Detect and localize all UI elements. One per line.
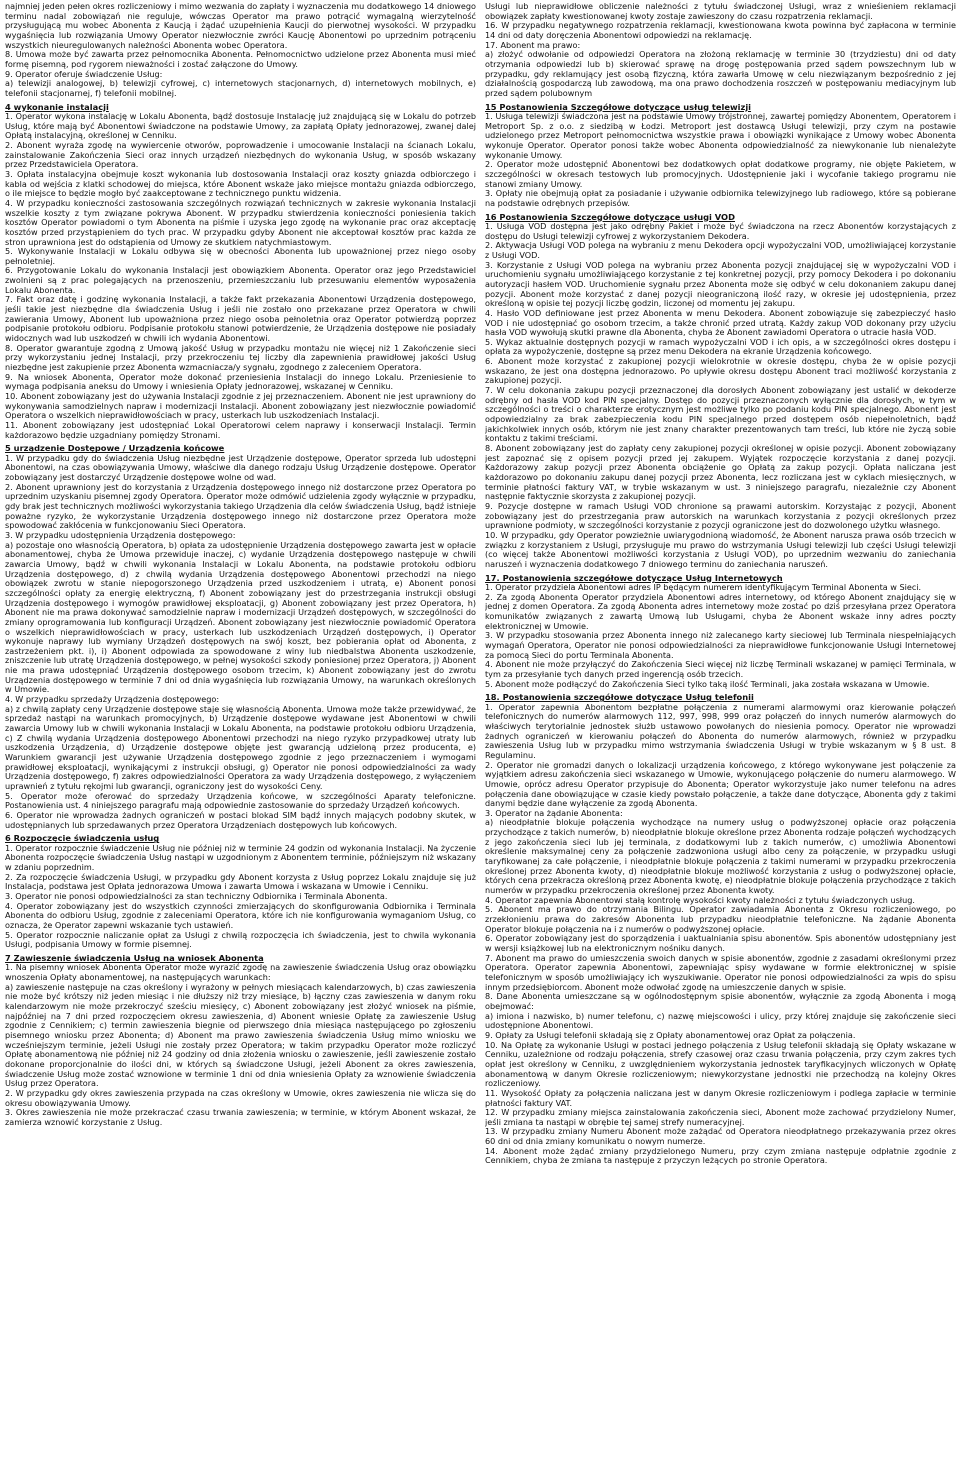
section-heading: 18. Postanowienia szczegółowe dotyczące Usług telefonii xyxy=(485,692,754,703)
paragraph: 14. Abonent może żądać zmiany przydzielonego Numeru, przy czym zmiana następuje odpłatnie zgodnie z Cennikiem, chyba że zmiana ta następuje z przyczyn leżących po stronie Operatora. xyxy=(485,1145,956,1166)
paragraph: a) imiona i nazwisko, b) numer telefonu, c) nazwę miejscowości i ulicy, przy której znajduje się zakończenie sieci udostępnione Abonentowi. xyxy=(485,1010,956,1031)
paragraph: 5. Abonent może podłączyć do Zakończenia Sieci tylko taką ilość Terminali, jaka została wskazana w Umowie. xyxy=(485,678,930,689)
paragraph: 11. Wysokość Opłaty za połączenia naliczana jest w danym Okresie rozliczeniowym i podlega zapłacie w terminie płatności faktury VAT. xyxy=(485,1087,956,1108)
paragraph: a) telewizji analogowej, b) telewizji cyfrowej, c) internetowych stacjonarnych, d) internetowych mobilnych, e) telefonii stacjonarnej, f) telefonii mobilnej. xyxy=(5,78,476,98)
paragraph: a) złożyć odwołanie od odpowiedzi Operatora na złożoną reklamację w terminie 30 (trzydziestu) dni od daty otrzymania odpowiedzi lub b) skierować sprawę na drogę postępowania przed sądem powszechnym lub w przypadku, gdy reklamujący jest osobą fizyczną, która zawarła Umowę w celu niezwiązanym bezpośrednio z jej działalnością gospodarczą lub zawodową, ma ona prawo dochodzenia roszczeń w postępowaniu mediacyjnym lub przed sądem polubownym xyxy=(485,49,956,98)
paragraph: 9. Operator oferuje świadczenie Usług: xyxy=(5,68,163,79)
paragraph: 1. Usługa VOD dostępna jest jako odrębny Pakiet i może być świadczona na rzecz Abonentów korzystających z dostępu do Usługi telewizji cyfrowej z wykorzystaniem Dekodera. xyxy=(485,220,956,241)
paragraph: 4. Operator zobowiązany jest do wszystkich czynności zmierzających do skonfigurowania Odbiornika i Terminala Abonenta do odbioru Usług, zgodnie z zaleceniami Operatora, które ich nie konfigurowania wymaganiom Usług, co oznacza, że Operator zapewni wskazanie tych ustawień. xyxy=(5,900,476,930)
paragraph: 12. W przypadku zmiany miejsca zainstalowania zakończenia sieci, Abonent może zachować przydzielony Numer, jeśli zmiana ta nastąpi w obrębie tej samej strefy numeracyjnej. xyxy=(485,1107,956,1127)
paragraph: 2. W przypadku gdy okres zawieszenia przypada na czas określony w Umowie, okres zawieszenia nie wlicza się do okresu obowiązywania Umowy. xyxy=(5,1087,476,1108)
paragraph: 5. Abonent ma prawo do otrzymania Bilingu. Operator zawiadamia Abonenta z Okresu rozliczeniowego, po zrzekłonieniu prawa do zakresów Abonenta lub przypadku nieodpłatnie telefoniczne. Na żądanie Abonenta Operator blokuje połączenia na i z numerów o podwyższonej opłacie. xyxy=(485,904,956,934)
section-heading: 17. Postanowienia szczegółowe dotyczące Usług Internetowych xyxy=(485,572,783,583)
section-heading: 5 urządzenie Dostępowe / Urządzenia końcowe xyxy=(5,443,225,454)
paragraph: 2. Abonent uprawniony jest do korzystania z Urządzenia dostępowego innego niż dostarczone przez Operatora po uprzednim uzyskaniu pisemnej zgody Operatora. Operator może odmówić udzielenia zgody wyłącznie w przypadku, gdy brak jest technicznych możliwości wykorzystania takiego Urządzenia dla celów świadczenia Usług, bądź istnieje poważne ryzyko, że wykorzystanie Urządzenia dostępowego innego niż dostarczone przez Operatora może spowodować zakłócenia w funkcjonowaniu Sieci Operatora. xyxy=(5,481,476,531)
paragraph: 1. Operator rozpocznie świadczenie Usług nie później niż w terminie 24 godzin od wykonania Instalacji. Na życzenie Abonenta rozpoczęcie świadczenia Usług nastąpi w uzgodnionym z Abonentem terminie, późniejszym niż wskazany w zdaniu poprzednim. xyxy=(5,842,476,872)
paragraph: a) pozostaje ono własnością Operatora, b) opłata za udostępnienie Urządzenia dostępowego zawarta jest w opłacie abonamentowej, chyba że Umowa przewiduje inaczej, c) wydanie Urządzenia dostępowego następuje w chwili zawarcia Umowy, bądź w chwili wykonania Instalacji w Lokalu Abonenta, na podstawie protokołu odbioru Urządzenia dostępowego, d) z chwilą wydania Urządzenia dostępowego Abonentowi przechodzi na niego obowiązek zwrotu w stanie niepogorszonego Urządzenia przed uszkodzeniem i utratą, e) Abonent ponosi szczególności opłaty za energię elektryczną, f) Abonent zobowiązany jest do przestrzegania instrukcji obsługi Urządzenia dostępowego i wymogów prawidłowej eksploatacji, g) Abonent zobowiązany jest przez Operatora, h) Abonent nie ma prawa dokonywać samodzielnie napraw i modernizacji Urządzeń dostępowych, w szczególności do zmiany oprogramowania lub konfiguracji Urządzeń. Abonent zobowiązany jest niezwłocznie powiadomić Operatora o wszelkich nieprawidłowościach w pracy, usterkach lub uszkodzeniach Urządzeń dostępowych, i) Operator wykonuje naprawy lub wymiany Urządzeń dostępowych na swój koszt, bez pobierania opłat od Abonenta, z zastrzeżeniem pkt. i), i) Abonent odpowiada za spowodowane z winy lub niedbalstwa Abonenta uszkodzenie, zniszczenie lub utratę Urządzenia dostępowego, w pełnej wysokości szkody poniesionej przez Operatora, j) Abonent nie ma prawa udostępniać Urządzenia dostępowego osobom trzecim, k) Abonent zobowiązany jest do zwrotu Urządzenia dostępowego w terminie 7 dni od dnia wygaśnięcia lub rozwiązania Umowy, na warunkach określonych w Umowie. xyxy=(5,539,476,695)
paragraph: 1. Operator przydziela Abonentowi adres IP będącym numerem identyfikującym Terminal Abonenta w Sieci. xyxy=(485,581,922,592)
paragraph: 1. Operator wykona instalację w Lokalu Abonenta, bądź dostosuje Instalację już znajdującą się w Lokalu do potrzeb Usług, które mają być Abonentowi świadczone na podstawie Umowy, za zapłatą Opłaty jednorazowej, zwanej dalej Opłatą instalacyjną, określonej w Cenniku. xyxy=(5,110,476,141)
paragraph: 8. Operator gwarantuje zgodną z Umową jakość Usług w przypadku montażu nie więcej niż 1 Zakończenie sieci przy wykorzystaniu jednej Instalacji, przy przekroczeniu tej liczby dla zapewnienia prawidłowej jakości Usług niezbędne jest zakupienie przez Abonenta wzmacniacza/y sygnału, zgodnego z zaleceniem Operatora. xyxy=(5,342,476,373)
paragraph: 3. Opłata instalacyjna obejmuje koszt wykonania lub dostosowania Instalacji oraz koszty gniazda odbiorczego i kabla od wejścia z klatki schodowej do miejsca, które Abonent wskaże jako miejsce montażu gniazda odbiorczego, o ile miejsce to będzie mogło być zaakceptowane z technicznego punktu widzenia. xyxy=(5,168,476,199)
paragraph: a) nieodpłatnie blokuje połączenia wychodzące na numery usług o podwyższonej opłacie oraz połączenia przychodzące z takich numerów, b) nieodpłatnie blokuje określone przez Abonenta rodzaje połączeń wychodzących z jego zakończenia sieci lub jej terminala, z dodatkowymi lub z takich numerów, c) umożliwia Abonentowi określenie maksymalnej ceny za połączenie zadzwoniona usługi albo ceny za połączenie, w przypadku usługi taryfikowanej za całe połączenie, i nieodpłatnie blokuje połączenia z takimi numerami w przypadku przekroczenia określonej przez Abonenta kwoty, d) nieodpłatnie blokuje możliwość korzystania z usług o podwyższonej opłacie, których cena przekracza określoną przez Abonenta kwotę, e) nieodpłatnie blokuje połączenia przychodzące z takich numerów w przypadku przekroczenia określonej przez Abonenta kwoty. xyxy=(485,817,956,896)
paragraph: 3. W przypadku stosowania przez Abonenta innego niż zalecanego karty sieciowej lub Terminala niespełniających wymagań Operatora, Operator nie ponosi odpowiedzialności za nieprawidłowe funkcjonowanie Usługi Internetowej za pomocą Sieci do portu Terminala Abonenta. xyxy=(485,630,956,660)
paragraph: 1. Operator zapewnia Abonentom bezpłatne połączenia z numerami alarmowymi oraz kierowanie połączeń telefonicznych do numerów alarmowych 112, 997, 998, 999 oraz połączeń do innych numerów alarmowych do właściwych terytorialnie jednostek służb ustawowo powołanych do niesienia pomocy. Operator nie wprowadzi żadnych ograniczeń w kierowaniu połączeń do Abonenta do numerów alarmowych, również w przypadku zawieszenia Usług lub w przypadku mimo wstrzymania świadczenia Usługi w trybie wskazanym w § 8 ust. 8 Regulaminu. xyxy=(485,701,956,760)
paragraph: 3. Opłaty nie obejmują opłat za posiadanie i używanie odbiornika telewizyjnego lub radiowego, które są pobierane na podstawie odrębnych przepisów. xyxy=(485,188,956,208)
section-heading: 16 Postanowienia Szczegółowe dotyczące usługi VOD xyxy=(485,211,735,222)
paragraph: 6. Operator nie wprowadza żadnych ograniczeń w postaci blokad SIM bądź innych mających podobny skutek, w udostępnianych lub sprzedawanych przez Operatora Urządzeniach dostępowych lub końcowych. xyxy=(5,809,476,830)
paragraph: 5. Wykaz aktualnie dostępnych pozycji w ramach wypożyczalni VOD i ich opis, a w szczególności okres dostępu i opłata za wypożyczenie, dostępne są przez menu Dekodera na ekranie Urządzenia końcowego. xyxy=(485,336,956,357)
paragraph: 4. W przypadku konieczności zastosowania szczególnych rozwiązań technicznych w zakresie wykonania Instalacji wszelkie koszty z tym związane pokrywa Abonent. W przypadku stwierdzenia konieczności poniesienia takich kosztów Operator powiadomi o tym Abonenta na piśmie i uzyska jego zgodę na wykonanie prac oraz akceptację kosztów przed przystąpieniem do tych prac. W przypadku gdyby Abonent nie akceptował kosztów prac każda ze stron uprawniona jest do odstąpienia od Umowy ze skutkiem natychmiastowym. xyxy=(5,197,476,247)
paragraph: 13. W przypadku zmiany Numeru Abonent może zażądać od Operatora nieodpłatnego przekazywania przez okres 60 dni od dnia zmiany komunikatu o nowym numerze. xyxy=(485,1126,956,1147)
paragraph: 10. Abonent zobowiązany jest do używania Instalacji zgodnie z jej przeznaczeniem. Abonent nie jest uprawniony do wykonywania samodzielnych napraw i modernizacji Instalacji. Abonent zobowiązany jest niezwłocznie powiadomić Operatora o wszelkich nieprawidłowościach w pracy, usterkach lub uszkodzeniach Instalacji. xyxy=(5,391,476,421)
paragraph: 2. Aktywacja Usługi VOD polega na wybraniu z menu Dekodera opcji wypożyczalni VOD, umożliwiającej korzystanie z Usługi VOD. xyxy=(485,240,956,260)
paragraph: 8. Umowa może być zawarta przez pełnomocnika Abonenta. Pełnomocnictwo udzielone przez Abonenta musi mieć formę pisemną, pod rygorem nieważności i zostać załączone do Umowy. xyxy=(5,49,476,69)
paragraph: 9. Pozycje dostępne w ramach Usługi VOD chronione są prawami autorskim. Korzystając z pozycji, Abonent zobowiązany jest do przestrzegania praw autorskich na warunkach korzystania z pozycji określonych przez uprawnione podmioty, w szczególności korzystanie z pozycji ograniczone jest do dozwolonego użytku własnego. xyxy=(485,500,956,531)
section-heading: 6 Rozpoczęcie świadczenia usług xyxy=(5,833,160,844)
right-column xyxy=(485,2,956,1476)
paragraph: 4. Abonent nie może przyłączyć do Zakończenia Sieci więcej niż liczbę Terminali wskazanej w pamięci Terminala, w tym za przesyłanie tych danych przed ingerencją osób trzecich. xyxy=(485,659,956,679)
paragraph: 2. Abonent wyraża zgodę na wywiercenie otworów, poprowadzenie i umocowanie Instalacji na ścianach Lokalu, zainstalowanie Zakończenia Sieci oraz innych urządzeń niezbędnych do wykonania Usług, w sposób wskazany przez Przedstawiciela Operatora. xyxy=(5,139,476,170)
paragraph: 3. Okres zawieszenia nie może przekraczać czasu trwania zawieszenia; w terminie, w którym Abonent wskazał, że zamierza wznowić korzystanie z Usług. xyxy=(5,1107,476,1127)
paragraph: 3. Operator na żądanie Abonenta: xyxy=(485,807,623,818)
paragraph: 5. Operator rozpocznie naliczanie opłat za Usługi z chwilą rozpoczęcia ich świadczenia, jest to chwila wykonania Usługi, podpisania Umowy w formie pisemnej. xyxy=(5,929,476,950)
paragraph: a) zawieszenie następuje na czas określony i wyrażony w pełnych miesiącach kalendarzowych, b) czas zawieszenia nie może być krótszy niż jeden miesiąc i nie dłuższy niż trzy miesiące, b) łączny czas zawieszenia w danym roku kalendarzowym nie może przekroczyć sześciu miesięcy, c) Abonent zobowiązany jest złożyć wniosek na piśmie, najpóźniej na 7 dni przed rozpoczęciem okresu zawieszenia, d) Abonent wniesie Opłatę za zawieszenie Usług zgodnie z Cennikiem; c) termin zawieszenia biegnie od pierwszego dnia miesiąca następującego po zgłoszeniu pisemnego wniosku przez Abonenta; d) Abonent ma prawo zawieszenia świadczenia Usług mimo wniosku we wcześniejszym terminie, jeżeli Usługi nie zostały przez Operatora; w takim przypadku Operator może rozliczyć Opłatę abonamentową nie później niż 24 godziny od dnia złożenia wniosku o zawieszenie, jeśli zawieszenie zostało dokonane proporcjonalnie do ilości dni, w których są świadczone Usługi, jeżeli Abonent za okres zawieszenia, świadczenie Usług może zostać wznowione w terminie 1 dni od dnia wniesienia Opłaty za wznowienie świadczenia Usług przez Operatora. xyxy=(5,981,476,1089)
paragraph: najmniej jeden pełen okres rozliczeniowy i mimo wezwania do zapłaty i wyznaczenia mu dodatkowego 14 dniowego terminu nadal zobowiązań nie reguluje, wówczas Operator ma prawo potrącić wymagalną wierzytelność przysługującą mu wobec Abonenta z Kaucją i żądać uzupełnienia Kaucji do pierwotnej wysokości. W przypadku wygaśnięcia lub rozwiązania Umowy Operator niezwłocznie zwróci Kaucję Abonentowi po uprzednim potrąceniu wszystkich nieuregulowanych należności Abonenta wobec Operatora. xyxy=(5,2,476,50)
paragraph: 8. Abonent zobowiązany jest do zapłaty ceny zakupionej pozycji określonej w opisie pozycji. Abonent zobowiązany jest zapoznać się z opisem pozycji przed jej zakupem. Wyjątek rozpoczęcie korzystania z danej pozycji. Każdorazowy zakup pozycji przez Abonenta obciążenie go Opłatą za zakup pozycji. Opłata naliczana jest każdorazowo po dokonaniu zakupu danej pozycji przez Abonenta, lecz rozliczana jest w cyklach miesięcznych, w terminie płatności faktury VAT, w trybie wskazanym w ust. 3 niniejszego paragrafu, niezależnie czy Abonent następnie faktycznie skorzysta z zakupionej pozycji. xyxy=(485,443,956,502)
paragraph: 7. Fakt oraz datę i godzinę wykonania Instalacji, a także fakt przekazania Abonentowi Urządzenia dostępowego, jeśli takie jest niezbędne dla świadczenia Usług i jeśli nie zostało ono przekazane przez Operatora w chwili zawierania Umowy, Abonent lub upoważniona przez niego osoba pełnoletnia oraz Operator potwierdzą poprzez podpisanie protokołu odbioru. Podpisanie protokołu stanowi potwierdzenie, że Urządzenia dostępowe nie posiadały widocznych wad lub uszkodzeń w chwili ich wydania Abonentowi. xyxy=(5,294,476,344)
paragraph: 3. Operator nie ponosi odpowiedzialności za stan techniczny Odbiornika i Terminala Abonenta. xyxy=(5,890,388,901)
paragraph: 10. W przypadku, gdy Operator powzieżnie uwiarygodnioną wiadomość, że Abonent narusza prawa osób trzecich w związku z korzystaniem z Usługi, przysługuje mu prawo do wstrzymania Usługi telewizji lub części Usługi telewizji (co więcej także Abonentowi możliwości korzystania z Usługi VOD), po uprzednim wezwaniu do zaniechania naruszeń i wyznaczenia dodatkowego 7 dniowego terminu do zaniechania naruszeń. xyxy=(485,529,956,569)
section-heading: 7 Zawieszenie świadczenia Usług na wniosek Abonenta xyxy=(5,952,264,963)
paragraph: 2. Za rozpoczęcie świadczenia Usługi, w przypadku gdy Abonent korzysta z Usług poprzez Lokalu znajduje się już Instalacja, podstawa jest Opłata jednorazowa Umowa i zawarta Umowa i wskazana w Umowie i Cenniku. xyxy=(5,871,476,892)
paragraph: 9. Opłaty za Usługi telefonii składają się z Opłaty abonamentowej oraz Opłat za połączenia. xyxy=(485,1029,856,1040)
paragraph: 4. Hasło VOD definiowane jest przez Abonenta w menu Dekodera. Abonent zobowiązuje się zabezpieczyć hasło VOD i nie udostępniać go osobom trzecim, a także chronić przed utratą. Każdy zakup VOD dokonany przy użyciu hasła VOD wywołują skutki prawne dla Abonenta, chyba że Abonent zawiadomi Operatora o utracie hasła VOD. xyxy=(485,307,956,338)
paragraph: 2. Za zgodą Abonenta Operator przydziela Abonentowi adres internetowy, od którego Abonent znajdujący się w jednej z domen Operatora. Za zgodą Abonenta adres internetowy może zostać po dziś przesyłana przez Operatora komunikatów związanych z zawartą Umową lub Usługami, chyba że Abonent wskaże inny adres poczty elektronicznej w Umowie. xyxy=(485,591,956,631)
paragraph: 4. W przypadku sprzedaży Urządzenia dostępowego: xyxy=(5,694,220,705)
paragraph: 1. Na pisemny wniosek Abonenta Operator może wyrazić zgodę na zawieszenie świadczenia Usług oraz obowiązku wnoszenia Opłaty abonamentowej, na następujących warunkach: xyxy=(5,962,476,982)
paragraph: 1. Usługa telewizji świadczona jest na podstawie Umowy trójstronnej, zawartej pomiędzy Abonentem, Operatorem i Metroport Sp. z o.o. z siedzibą w Łodzi. Metroport jest dostawcą Usługi telewizji, przy czym na postawie udzielonego przez Metroport pełnomocnictwa wszystkie prawa i obowiązki wynikające z Umowy wobec Abonenta wykonuje Operator. Operator ponosi także wobec Abonenta odpowiedzialność za niewykonanie lub nienależyte wykonanie Umowy. xyxy=(485,110,956,160)
paragraph: 3. Korzystanie z Usługi VOD polega na wybraniu przez Abonenta pozycji znajdującej się w wypożyczalni VOD i uruchomieniu sygnału umożliwiającego korzystanie z tej konkretnej pozycji, przy pomocy Dekodera i po dokonaniu autoryzacji hasłem VOD. Uruchomienie sygnału przez Abonenta może się odbyć w celu dokonaniem zakupu danej pozycji. Abonent może korzystać z danej pozycji nieograniczoną ilość razy, w okresie jej udostępnienia, przez określoną w opisie tej pozycji liczbę godzin, liczonej od momentu jej zakupu. xyxy=(485,259,956,309)
paragraph: Usługi lub nieprawidłowe obliczenie należności z tytułu świadczonej Usługi, wraz z wnieśieniem reklamacji obowiązek zapłaty kwestionowanej kwoty zostaje zawieszony do czasu rozpatrzenia reklamacji. xyxy=(485,2,956,21)
paragraph: 1. W przypadku gdy do świadczenia Usług niezbędne jest Urządzenie dostępowe, Operator sprzeda lub udostępni Abonentowi, na czas obowiązywania Umowy, właściwe dla danego rodzaju Usług Urządzenie dostępowe. Operator zobowiązany jest dostarczyć Urządzenie dostępowe wolne od wad. xyxy=(5,452,476,482)
paragraph: 3. W przypadku udostępnienia Urządzenia dostępowego: xyxy=(5,529,236,540)
section-heading: 15 Postanowienia Szczegółowe dotyczące usług telewizji xyxy=(485,101,752,112)
paragraph: a) z chwilą zapłaty ceny Urządzenie dostępowe staje się własnością Abonenta. Umowa może także przewidywać, że sprzedaż nastąpi na warunkach promocyjnych, b) Urządzenie dostępowe wydawane jest Abonentowi w chwili zawarcia Umowy lub w chwili wykonania Instalacji w Lokalu Abonenta, na podstawie protokołu odbioru Urządzenia, c) Z chwilą wydania Urządzenia dostępowego Abonentowi przechodzi na niego ryzyko przypadkowej utraty lub uszkodzenia Urządzenia, d) Urządzenie dostępowe objęte jest gwarancją udzieloną przez producenta, e) Warunkiem gwarancji jest używanie Urządzenia dostępowego zgodnie z jego przeznaczeniem i wymogami prawidłowej eksploatacji, wynikającymi z instrukcji obsługi, g) Operator nie ponosi odpowiedzialności za wady Urządzenia dostępowego, f) zakres odpowiedzialności Operatora za wady Urządzenia dostępowego, z wyłączeniem uprawnień z tytułu rękojmi lub gwarancji, ograniczony jest do wysokości Ceny. xyxy=(5,703,476,791)
left-column xyxy=(5,2,476,1476)
paragraph: 5. Operator może oferować do sprzedaży Urządzenia końcowe, w szczególności Aparaty telefoniczne. Postanowienia ust. 4 niniejszego paragrafu mają odpowiednie zastosowanie do sprzedaży Urządzeń końcowych. xyxy=(5,790,476,811)
paragraph: 10. Na Opłatę za wykonanie Usługi w postaci jednego połączenia z Usług telefonii składają się Opłaty wskazane w Cenniku, uzależnione od rodzaju połączenia, strefy czasowej oraz czasu trwania połączenia, przy czym zakres tych opłat jest określony w Cenniku, z uwzględnieniem wykorzystania jednostek taryfikacyjnych wliczonych w Opłatę abonamentową w danym Okresie rozliczeniowym; niewykorzystane jednostki nie przechodzą na kolejny Okres rozliczeniowy. xyxy=(485,1039,956,1089)
paragraph: 2. Operator może udostępnić Abonentowi bez dodatkowych opłat dodatkowe programy, nie objęte Pakietem, w szczególności w okresach testowych lub promocyjnych. Udostępnienie jaki i wycofanie takiego programu nie stanowi zmiany Umowy. xyxy=(485,159,956,189)
paragraph: 2. Operator nie gromadzi danych o lokalizacji urządzenia końcowego, z którego wykonywane jest połączenie za wyjątkiem adresu zakończenia sieci wskazanego w Umowie, wykonującego połączenie do numeru alarmowego. W Umowie, oprócz adresu Operator przypisuje do Abonenta; Operator wykorzystuje jako numer telefonu na adres połączenia dane obowiązujące w czasie kiedy powstało połączenie, a także dane dotyczące, Abonenta gdy z takimi danymi będzie dane wyłączenie za zgodą Abonenta. xyxy=(485,759,956,809)
paragraph: 11. Abonent zobowiązany jest udostępniać Lokal Operatorowi celem naprawy i konserwacji Instalacji. Termin każdorazowo będzie uzgadniany pomiędzy Stronami. xyxy=(5,419,476,440)
paragraph: 9. Na wniosek Abonenta, Operator może dokonać przeniesienia Instalacji do innego Lokalu. Przeniesienie to wymaga podpisania aneksu do Umowy i wniesienia Opłaty jednorazowej, wskazanej w Cenniku. xyxy=(5,371,476,392)
paragraph: 16. W przypadku negatywnego rozpatrzenia reklamacji, kwestionowana kwota powinna być zapłacona w terminie 14 dni od daty doręczenia Abonentowi odpowiedzi na reklamację. xyxy=(485,20,956,40)
paragraph: 6. Abonent może korzystać z zakupionej pozycji wielokrotnie w okresie dostępu, chyba że w opisie pozycji wskazano, że jest ona dostępna jednorazowo. Po upływie okresu dostępu Abonent traci możliwość korzystania z zakupionej pozycji. xyxy=(485,356,956,386)
paragraph: 4. Operator zapewnia Abonentowi stałą kontrolę wysokości kwoty należności z tytułu świadczonych usług. xyxy=(485,894,915,905)
paragraph: 6. Przygotowanie Lokalu do wykonania Instalacji jest obowiązkiem Abonenta. Operator oraz jego Przedstawiciel zwolnieni są z prac polegających na przenoszeniu, przemieszczaniu lub przesuwaniu elementów wyposażenia Lokalu Abonenta. xyxy=(5,265,476,295)
paragraph: 17. Abonent ma prawo: xyxy=(485,39,581,50)
paragraph: 6. Operator zobowiązany jest do sporządzenia i uaktualniania spisu abonentów. Spis abonentów udostępniany jest w wersji książkowej lub na elektronicznym nośniku danych. xyxy=(485,933,956,953)
paragraph: 7. Abonent ma prawo do umieszczenia swoich danych w spisie abonentów, zgodnie z zasadami określonymi przez Operatora. Operator zapewnia Abonentowi, zapewniając spisy wydawane w formie elektronicznej w spisie telefonicznym w sposób umożliwiający ich wyszukiwanie. Operator nie ponosi odpowiedzialności za wpis do spisu innym przedsiębiorcom. Abonent może odwołać zgodę na umieszczenie danych w spisie. xyxy=(485,952,956,992)
paragraph: 8. Dane Abonenta umieszczane są w ogólnodostępnym spisie abonentów, wyłącznie za zgodą Abonenta i mogą obejmować: xyxy=(485,991,956,1011)
section-heading: 4 wykonanie instalacji xyxy=(5,101,109,112)
paragraph: 7. W celu dokonania zakupu pozycji przeznaczonej dla dorosłych Abonent zobowiązany jest ustalić w dekoderze odrębny od hasła VOD kod PIN specjalny. Dostęp do pozycji przeznaczonych wyłącznie dla dorosłych, w tym w szczególności o treści o charakterze erotycznym jest możliwe tylko po podaniu kodu PIN specjalnego. Abonent jest odpowiedzialny za brak zabezpieczenia kodu PIN specjalnego przed dostępem osób niepełnoletnich, bądź jakichkolwiek innych osób, którym nie jest znany charakter prezentowanych tam treści, lub które nie życzą sobie kontaktu z takimi treściami. xyxy=(485,385,956,444)
paragraph: 5. Wykonywanie Instalacji w Lokalu odbywa się w obecności Abonenta lub upoważnionej przez niego osoby pełnoletniej. xyxy=(5,246,476,266)
